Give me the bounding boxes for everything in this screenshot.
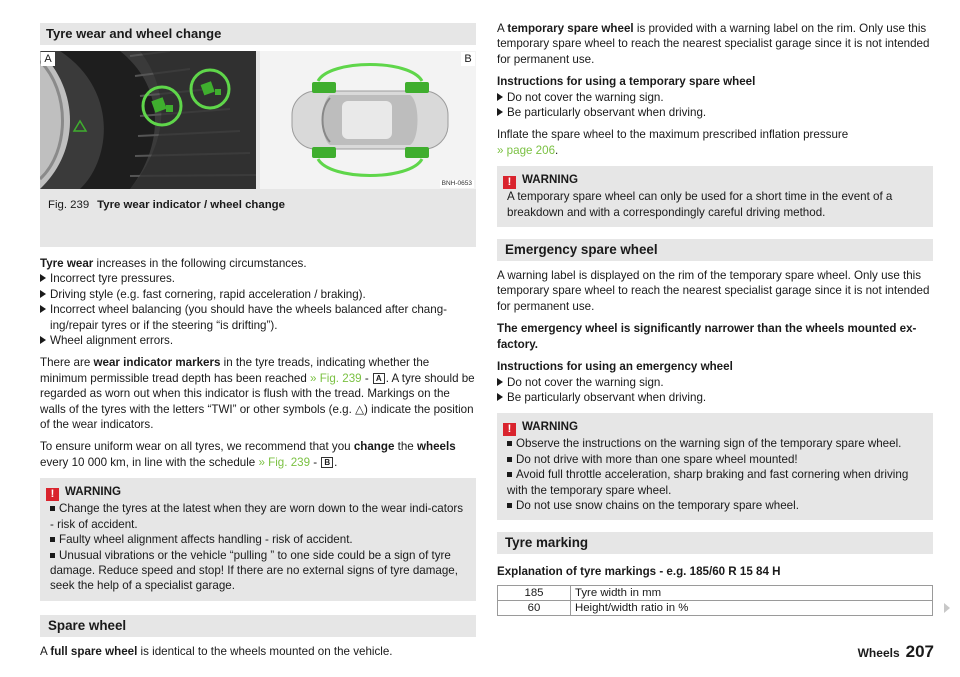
emergency-instructions-title: Instructions for using an emergency wheel [497, 360, 733, 374]
warning-icon: ! [503, 176, 516, 189]
warning-icon: ! [46, 488, 59, 501]
figure-label-b: B [461, 52, 475, 66]
wear-intro: Tyre wear increases in the following circumstances. [40, 257, 307, 270]
warning-box: ! WARNING A temporary spare wheel can only be used for a short time in the event of a breakdown and with a correspondingly careful driving method. [497, 166, 933, 227]
figure-panel-b [260, 51, 476, 189]
table-row: 185 Tyre width in mm [498, 585, 933, 600]
right-column [497, 0, 933, 616]
list-item: Avoid full throttle acceleration, sharp braking and fast cornering when driving with the temporary spare wheel. [507, 468, 909, 497]
left-column [40, 0, 476, 659]
warning-box: ! WARNING Change the tyres at the latest when they are worn down to the wear indi-cators - risk of accident. Faulty wheel alignment affects handling - risk of accident. Unusual vibrations or the vehicle “pulling ” to one side could be a sign of tyre damage. Reduce speed and stop! If there are no external signs of tyre damage, seek the help of a specialist garage. [40, 478, 476, 600]
list-item: Driving style (e.g. fast cornering, rapid acceleration / braking). [40, 287, 476, 302]
wear-markers-paragraph: There are wear indicator markers in the tyre treads, indicating whether the minimum permissible tread depth has been reached » Fig. 239 - A . A tyre should be regarded as worn out when this indicator is flush with the tread. Markings on the walls of the tyres with the letters “TWI” or other symbols (e.g. △) indicate the position of the wear indicators. [40, 356, 475, 432]
list-item: Observe the instructions on the warning sign of the temporary spare wheel. [507, 436, 923, 451]
emergency-bold-note: The emergency wheel is significantly narrower than the wheels mounted ex-factory. [497, 322, 917, 351]
figure-code: BNH-0653 [441, 180, 472, 187]
key-b-icon: B [321, 457, 333, 468]
temp-instructions-title: Instructions for using a temporary spare wheel [497, 75, 756, 89]
key-a-icon: A [373, 373, 385, 384]
spare-wheel-paragraph: A full spare wheel is identical to the wheels mounted on the vehicle. [40, 644, 393, 658]
tyre-marking-table [497, 585, 933, 616]
list-item: Incorrect tyre pressures. [40, 271, 476, 286]
list-item: Unusual vibrations or the vehicle “pulling ” to one side could be a sign of tyre damage. Reduce speed and stop! If there are no external signs of tyre damage, seek the help of a specialist garage. [50, 548, 458, 593]
warning-icon: ! [503, 423, 516, 436]
marking-intro: Explanation of tyre markings - e.g. 185/60 R 15 84 H [497, 565, 781, 579]
warning-box: ! WARNING Observe the instructions on the warning sign of the temporary spare wheel. Do not drive with more than one spare wheel mounted! Avoid full throttle acceleration, sharp braking and fast cornering when driving with the temporary spare wheel. Do not use snow chains on the temporary spare wheel. [497, 413, 933, 520]
section-header-emergency-wheel: Emergency spare wheel [497, 239, 933, 261]
page-link[interactable]: » page 206 [497, 143, 556, 157]
list-item: Do not cover the warning sign. [497, 90, 933, 105]
list-item: Faulty wheel alignment affects handling - risk of accident. [50, 532, 466, 547]
tyre-wear-illustration [40, 51, 256, 189]
table-row: 60 Height/width ratio in % [498, 600, 933, 615]
list-item: Do not cover the warning sign. [497, 375, 933, 390]
section-header-tyre-marking: Tyre marking [497, 532, 933, 554]
list-item: Change the tyres at the latest when they are worn down to the wear indi-cators - risk of accident. [50, 502, 464, 531]
list-item: Wheel alignment errors. [40, 333, 476, 348]
figure-label-a: A [41, 52, 55, 66]
figure-number: Fig. 239 [48, 199, 90, 211]
figure-panel-a [40, 51, 256, 189]
triangle-symbol-icon: △ [355, 402, 364, 416]
wheel-change-illustration [260, 51, 476, 189]
inflate-paragraph: Inflate the spare wheel to the maximum prescribed inflation pressure » page 206. [497, 128, 849, 157]
emergency-paragraph: A warning label is displayed on the rim of the temporary spare wheel. Only use this temporary spare wheel to reach the nearest specialist garage since it is not intended for permanent use. [497, 269, 930, 313]
figure-caption [48, 198, 285, 213]
figure-caption-text: Tyre wear indicator / wheel change [97, 199, 285, 211]
wheel-change-paragraph: To ensure uniform wear on all tyres, we recommend that you change the wheels every 10 000 km, in line with the schedule » Fig. 239 - B . [40, 440, 456, 469]
temp-spare-paragraph: A temporary spare wheel is provided with a warning label on the rim. Only use this temporary spare wheel to reach the nearest specialist garage since it is not intended for permanent use. [497, 22, 930, 66]
section-header-tyre-wear: Tyre wear and wheel change [40, 23, 476, 45]
list-item: Be particularly observant when driving. [497, 390, 933, 405]
page-number: 207 [905, 642, 934, 661]
figure-link[interactable]: » Fig. 239 [258, 455, 311, 469]
list-item: Incorrect wheel balancing (you should have the wheels balanced after chang-ing/repair tyres or if the steering “is drifting”). [40, 302, 476, 333]
page-footer [858, 644, 934, 661]
list-item: Do not drive with more than one spare wheel mounted! [507, 452, 923, 467]
continue-arrow-icon [944, 603, 950, 613]
footer-section: Wheels [857, 646, 900, 660]
section-header-spare-wheel: Spare wheel [40, 615, 476, 637]
list-item: Do not use snow chains on the temporary spare wheel. [507, 498, 923, 513]
figure-239 [40, 51, 476, 247]
list-item: Be particularly observant when driving. [497, 105, 933, 120]
figure-link[interactable]: » Fig. 239 [310, 371, 362, 385]
